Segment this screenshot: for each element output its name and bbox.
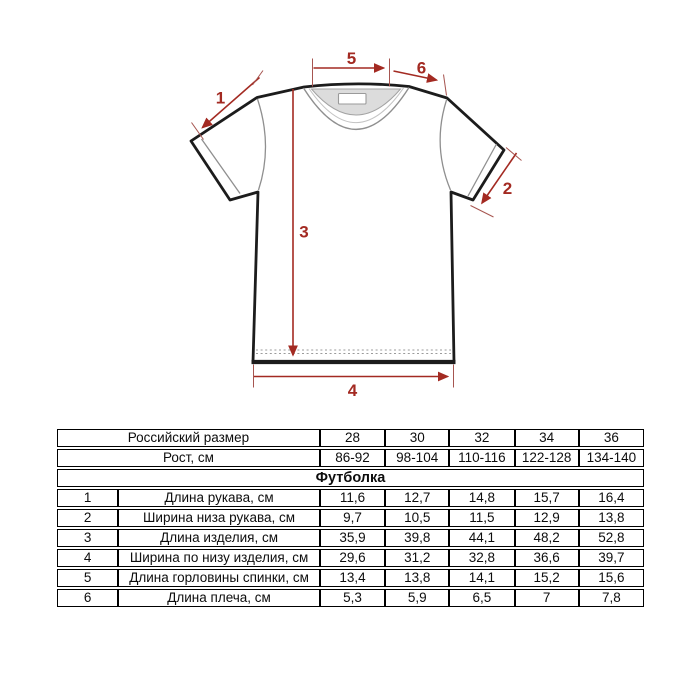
measure-value: 12,9 xyxy=(515,509,579,527)
measure-num: 4 xyxy=(57,549,118,567)
measure-value: 5,3 xyxy=(320,589,385,607)
measure-value: 9,7 xyxy=(320,509,385,527)
measure-value: 12,7 xyxy=(385,489,449,507)
size-value: 30 xyxy=(385,429,449,447)
tick-2-tail xyxy=(506,148,522,161)
height-value: 86-92 xyxy=(320,449,385,467)
tick-6-end xyxy=(444,75,447,96)
measure-row xyxy=(57,569,644,587)
measure-value: 39,8 xyxy=(385,529,449,547)
height-value: 110-116 xyxy=(449,449,514,467)
size-table xyxy=(57,427,644,609)
measure-label: Ширина низа рукава, см xyxy=(118,509,320,527)
measure-value: 52,8 xyxy=(579,529,644,547)
measure-value: 11,6 xyxy=(320,489,385,507)
measure-num: 5 xyxy=(57,569,118,587)
measure-row xyxy=(57,549,644,567)
measure-num: 3 xyxy=(57,529,118,547)
measure-label: Ширина по низу изделия, см xyxy=(118,549,320,567)
measure-row xyxy=(57,489,644,507)
size-table-container xyxy=(57,427,644,609)
measure-value: 32,8 xyxy=(449,549,514,567)
section-row xyxy=(57,469,644,487)
measure-value: 13,8 xyxy=(385,569,449,587)
dim-line-6 xyxy=(394,71,437,80)
russian-size-label: Российский размер xyxy=(57,429,320,447)
measure-row xyxy=(57,509,644,527)
tick-1-tail xyxy=(253,71,264,86)
height-value: 98-104 xyxy=(385,449,449,467)
neck-tag xyxy=(339,94,367,105)
size-value: 34 xyxy=(515,429,579,447)
tick-2-head xyxy=(471,206,494,218)
measure-value: 13,8 xyxy=(579,509,644,527)
tshirt-outline xyxy=(191,84,504,362)
measure-value: 14,1 xyxy=(449,569,514,587)
height-value: 122-128 xyxy=(515,449,579,467)
measure-value: 13,4 xyxy=(320,569,385,587)
measure-value: 15,7 xyxy=(515,489,579,507)
dim-label-3: 3 xyxy=(299,222,309,242)
measure-num: 6 xyxy=(57,589,118,607)
measure-value: 14,8 xyxy=(449,489,514,507)
dim-label-4: 4 xyxy=(347,381,358,400)
measure-label: Длина изделия, см xyxy=(118,529,320,547)
height-row xyxy=(57,449,644,467)
measure-value: 29,6 xyxy=(320,549,385,567)
dim-label-1: 1 xyxy=(215,88,226,108)
measure-value: 10,5 xyxy=(385,509,449,527)
measure-value: 11,5 xyxy=(449,509,514,527)
measure-value: 36,6 xyxy=(515,549,579,567)
section-title: Футболка xyxy=(57,469,644,487)
measure-value: 7 xyxy=(515,589,579,607)
measure-num: 2 xyxy=(57,509,118,527)
measure-value: 7,8 xyxy=(579,589,644,607)
height-label: Рост, см xyxy=(57,449,320,467)
size-value: 36 xyxy=(579,429,644,447)
size-value: 32 xyxy=(449,429,514,447)
measure-value: 35,9 xyxy=(320,529,385,547)
height-value: 134-140 xyxy=(579,449,644,467)
measure-value: 15,6 xyxy=(579,569,644,587)
dim-label-2: 2 xyxy=(502,179,513,198)
measure-value: 31,2 xyxy=(385,549,449,567)
measure-num: 1 xyxy=(57,489,118,507)
measure-value: 6,5 xyxy=(449,589,514,607)
measure-label: Длина горловины спинки, см xyxy=(118,569,320,587)
measure-row xyxy=(57,529,644,547)
measure-label: Длина плеча, см xyxy=(118,589,320,607)
measure-value: 5,9 xyxy=(385,589,449,607)
dim-label-5: 5 xyxy=(346,49,357,68)
measure-value: 15,2 xyxy=(515,569,579,587)
measure-value: 39,7 xyxy=(579,549,644,567)
russian-size-row xyxy=(57,429,644,447)
measure-label: Длина рукава, см xyxy=(118,489,320,507)
size-value: 28 xyxy=(320,429,385,447)
measure-value: 48,2 xyxy=(515,529,579,547)
measure-row xyxy=(57,589,644,607)
measure-value: 44,1 xyxy=(449,529,514,547)
dim-label-6: 6 xyxy=(416,58,427,78)
measure-value: 16,4 xyxy=(579,489,644,507)
